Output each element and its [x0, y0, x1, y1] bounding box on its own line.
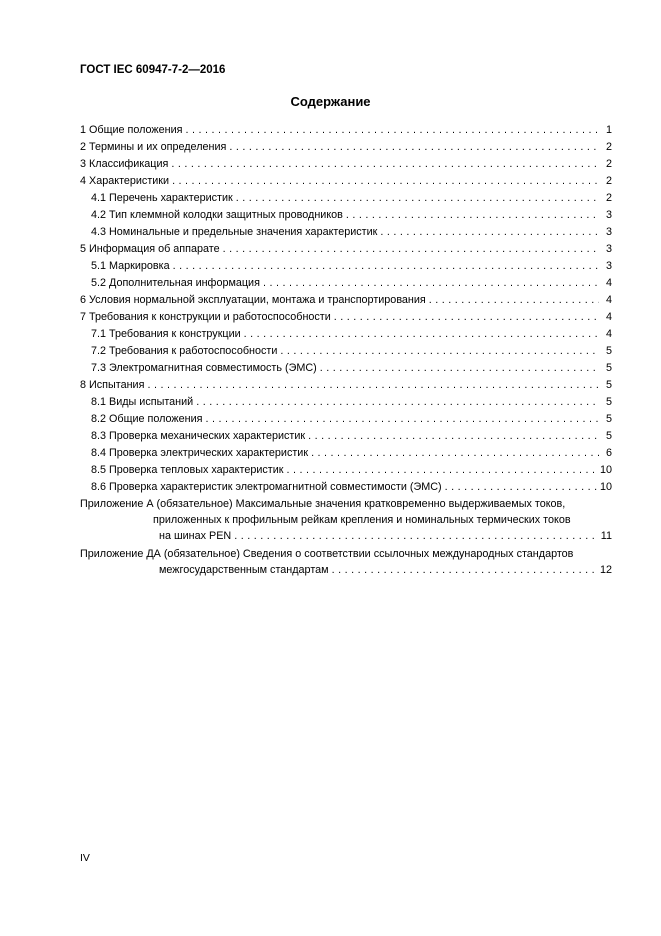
toc-entry-title: 5.2 Дополнительная информация [91, 277, 260, 289]
toc-entry-page: 4 [605, 294, 612, 306]
toc-entry[interactable] [80, 445, 612, 462]
toc-entry[interactable] [80, 139, 612, 156]
toc-entry[interactable] [80, 156, 612, 173]
toc-entry[interactable] [80, 428, 612, 445]
toc-entry-page: 2 [605, 192, 612, 204]
toc-entry-title: 6 Условия нормальной эксплуатации, монтажа и транспортирования [80, 294, 426, 306]
toc-entry[interactable] [80, 309, 612, 326]
page-number-footer: IV [80, 852, 90, 864]
toc-entry-page: 10 [599, 464, 612, 476]
toc-entry-page: 5 [605, 396, 612, 408]
toc-entry-title: 7.2 Требования к работоспособности [91, 345, 278, 357]
toc-leader [263, 275, 599, 292]
toc-entry[interactable] [80, 275, 612, 292]
toc-leader [234, 528, 598, 544]
toc-leader [311, 445, 599, 462]
toc-entry-page: 5 [605, 345, 612, 357]
toc-entry-page: 1 [605, 124, 612, 136]
appendix-a-page: 11 [600, 530, 612, 542]
toc-leader [173, 258, 599, 275]
toc-entry-page: 2 [605, 175, 612, 187]
toc-entry[interactable] [80, 173, 612, 190]
toc-entry[interactable] [80, 292, 612, 309]
toc-entry[interactable] [80, 479, 612, 496]
toc-leader [196, 394, 599, 411]
toc-leader [320, 360, 599, 377]
appendix-da-page: 12 [599, 564, 612, 576]
toc-entry[interactable] [80, 207, 612, 224]
toc-entry-page: 4 [605, 311, 612, 323]
toc-entry-title: 4.1 Перечень характеристик [91, 192, 233, 204]
appendix-a-line3-row [80, 528, 612, 544]
toc-leader [186, 122, 600, 139]
appendix-a-line3: на шинах PEN [159, 530, 232, 542]
document-header: ГОСТ IEC 60947-7-2—2016 [80, 64, 226, 76]
toc-entry-title: 8.3 Проверка механических характеристик [91, 430, 306, 442]
toc-entry[interactable] [80, 326, 612, 343]
toc-leader [223, 241, 599, 258]
toc-leader [172, 173, 599, 190]
appendix-a-entry[interactable] [80, 496, 612, 544]
toc-entry-page: 5 [605, 430, 612, 442]
appendix-a-line1: Приложение А (обязательное) Максимальные значения кратковременно выдерживаемых токов, [80, 498, 566, 510]
toc-entry[interactable] [80, 190, 612, 207]
toc-entry-page: 3 [605, 243, 612, 255]
toc-entry-title: 8 Испытания [80, 379, 145, 391]
toc-entry[interactable] [80, 394, 612, 411]
toc-entry-title: 4 Характеристики [80, 175, 170, 187]
toc-leader [346, 207, 599, 224]
toc-entry-title: 2 Термины и их определения [80, 141, 227, 153]
toc-entry[interactable] [80, 258, 612, 275]
toc-entry-title: 8.6 Проверка характеристик электромагнитной совместимости (ЭМС) [91, 481, 442, 493]
toc-entry[interactable] [80, 360, 612, 377]
toc-entry[interactable] [80, 343, 612, 360]
toc-entry-page: 3 [605, 209, 612, 221]
toc-entry-title: 8.4 Проверка электрических характеристик [91, 447, 309, 459]
toc-entry-title: 7 Требования к конструкции и работоспособности [80, 311, 331, 323]
toc-entry-title: 4.3 Номинальные и предельные значения характеристик [91, 226, 378, 238]
toc-leader [206, 411, 600, 428]
toc-entry-page: 5 [605, 362, 612, 374]
toc-entry[interactable] [80, 122, 612, 139]
toc-entry-page: 4 [605, 328, 612, 340]
toc-leader [429, 292, 599, 309]
toc-entry-page: 3 [605, 226, 612, 238]
toc-leader [308, 428, 599, 445]
toc-entry[interactable] [80, 462, 612, 479]
toc-entry[interactable] [80, 377, 612, 394]
toc-entry-title: 8.5 Проверка тепловых характеристик [91, 464, 284, 476]
toc-entry-title: 5 Информация об аппарате [80, 243, 220, 255]
toc-entry-title: 5.1 Маркировка [91, 260, 170, 272]
appendix-da-line2-row [80, 562, 612, 578]
toc-entry-page: 6 [605, 447, 612, 459]
toc-entry-title: 1 Общие положения [80, 124, 183, 136]
toc-leader [332, 562, 597, 578]
toc-leader [280, 343, 599, 360]
page-title: Содержание [290, 94, 371, 109]
toc-leader [147, 377, 599, 394]
appendix-da-entry[interactable] [80, 546, 612, 578]
table-of-contents [80, 122, 612, 578]
toc-entry-title: 4.2 Тип клеммной колодки защитных проводников [91, 209, 343, 221]
toc-entry-page: 5 [605, 413, 612, 425]
toc-leader [229, 139, 599, 156]
toc-entry[interactable] [80, 224, 612, 241]
toc-entry-title: 8.1 Виды испытаний [91, 396, 194, 408]
appendix-da-line2: межгосударственным стандартам [159, 564, 329, 576]
toc-entry-page: 2 [605, 141, 612, 153]
toc-entry-page: 4 [605, 277, 612, 289]
appendix-da-line1: Приложение ДА (обязательное) Сведения о соответствии ссылочных международных стандартов [80, 548, 574, 560]
toc-leader [286, 462, 597, 479]
appendix-a-line2: приложенных к профильным рейкам крепления и номинальных термических токов [153, 514, 571, 526]
toc-entry-title: 7.1 Требования к конструкции [91, 328, 241, 340]
toc-entry-title: 3 Классификация [80, 158, 169, 170]
toc-entry-page: 3 [605, 260, 612, 272]
toc-entry[interactable] [80, 411, 612, 428]
toc-entry-title: 8.2 Общие положения [91, 413, 203, 425]
toc-entry-page: 10 [599, 481, 612, 493]
toc-entry-title: 7.3 Электромагнитная совместимость (ЭМС) [91, 362, 317, 374]
toc-leader [380, 224, 599, 241]
toc-entry-page: 5 [605, 379, 612, 391]
toc-leader [236, 190, 599, 207]
toc-entry-page: 2 [605, 158, 612, 170]
toc-leader [244, 326, 599, 343]
toc-leader [334, 309, 599, 326]
toc-entry[interactable] [80, 241, 612, 258]
toc-leader [445, 479, 597, 496]
toc-leader [171, 156, 599, 173]
